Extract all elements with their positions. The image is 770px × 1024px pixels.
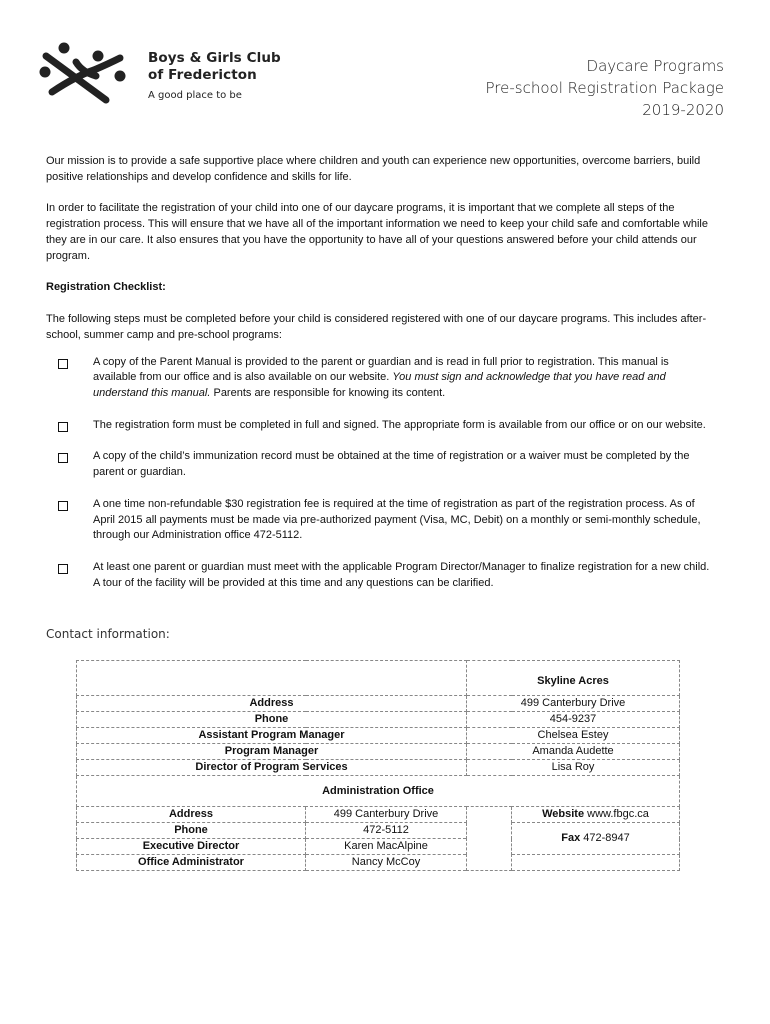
title-line3: 2019-2020 [642, 101, 724, 119]
row-label: Program Manager [77, 744, 467, 760]
website-value[interactable]: www.fbgc.ca [587, 808, 649, 820]
row-value: Nancy McCoy [306, 855, 467, 871]
fax-label: Fax [561, 832, 581, 844]
table-row [77, 661, 680, 696]
row-label: Assistant Program Manager [77, 728, 467, 744]
checklist-item-text: At least one parent or guardian must meet with the applicable Program Director/Manager to finalize registration for a new child. A tour of the facility will be provided at this time and any questions can be clarified. [93, 560, 710, 589]
item1-text-b: Parents are responsible for knowing its content. [210, 387, 446, 400]
table-row [77, 855, 680, 871]
blank-cell [467, 807, 512, 871]
logo-tagline: A good place to be [148, 90, 242, 101]
row-value: 472-5112 [306, 823, 467, 839]
row-label: Address [77, 807, 306, 823]
checklist-item-text [93, 355, 715, 402]
contact-heading: Contact information: [46, 627, 170, 641]
checklist-item [46, 560, 726, 592]
skyline-heading: Skyline Acres [467, 661, 680, 696]
row-value: Karen MacAlpine [306, 839, 467, 855]
row-label: Director of Program Services [77, 760, 467, 776]
logo-name-line1: Boys & Girls Club [148, 50, 281, 66]
table-row [77, 696, 680, 712]
fax-value: 472-8947 [583, 832, 630, 844]
blank-cell [77, 661, 467, 696]
website-cell [512, 807, 680, 823]
contact-table [76, 660, 680, 871]
row-value: Amanda Audette [467, 744, 680, 760]
purpose-paragraph: In order to facilitate the registration of your child into one of our daycare programs, it is important that we complete all steps of the registration process. This will ensure that we have all of the important information we need to keep your child safe and comfortable while they are in our care. It also ensures that you have the opportunity to have all of your questions answered before your child attends our program. [46, 202, 708, 262]
checkbox[interactable] [58, 564, 68, 574]
checklist-item-text: A one time non-refundable $30 registration fee is required at the time of registration as part of the registration process. As of April 2015 all payments must be made via pre-authorized payment (Visa, MC, Debit) on a monthly or semi-monthly schedule, through our Administration office 472-5112. [93, 497, 701, 542]
checkbox[interactable] [58, 422, 68, 432]
table-row [77, 776, 680, 807]
table-row [77, 728, 680, 744]
checklist-heading: Registration Checklist: [46, 281, 166, 294]
item1-text-a: A copy of the Parent Manual is provided to the parent or guardian and is read in full prior to registration. This manual is available from our office and is also available on our website. [93, 355, 669, 384]
row-label: Office Administrator [77, 855, 306, 871]
table-row [77, 760, 680, 776]
document-title [486, 55, 724, 121]
table-row [77, 744, 680, 760]
row-value: 499 Canterbury Drive [467, 696, 680, 712]
club-logo [36, 42, 128, 111]
row-label: Phone [77, 712, 467, 728]
checklist-item-text: The registration form must be completed in full and signed. The appropriate form is available from our office or on our website. [93, 418, 706, 431]
row-value: 454-9237 [467, 712, 680, 728]
row-label: Executive Director [77, 839, 306, 855]
fax-cell [512, 823, 680, 855]
admin-heading: Administration Office [77, 776, 680, 807]
checklist-lead: The following steps must be completed before your child is considered registered with one of our daycare programs. This includes after-school, summer camp and pre-school programs: [46, 312, 707, 341]
row-value: Lisa Roy [467, 760, 680, 776]
website-label: Website [542, 808, 585, 820]
table-row [77, 712, 680, 728]
checkbox[interactable] [58, 359, 68, 369]
item1-text-italic: You must sign and acknowledge that you have read and understand this manual. [93, 371, 666, 400]
title-line2: Pre-school Registration Package [485, 79, 724, 97]
title-line1: Daycare Programs [586, 57, 724, 75]
blank-cell [512, 855, 680, 871]
figures-logo-icon [36, 42, 128, 106]
checklist-item-text: A copy of the child’s immunization record must be obtained at the time of registration or a waiver must be completed by the parent or guardian. [93, 450, 690, 479]
logo-name-line2: of Fredericton [148, 67, 257, 83]
table-row [77, 807, 680, 823]
checklist-item [46, 449, 726, 481]
mission-paragraph: Our mission is to provide a safe supportive place where children and youth can experience new opportunities, overcome barriers, build positive relationships and develop confidence and skills for life. [46, 155, 701, 183]
row-value: 499 Canterbury Drive [306, 807, 467, 823]
checklist-item [46, 497, 726, 544]
document-body [46, 154, 726, 607]
table-row [77, 823, 680, 839]
row-label: Address [77, 696, 467, 712]
row-value: Chelsea Estey [467, 728, 680, 744]
checklist-item [46, 355, 726, 402]
logo-text [148, 50, 281, 101]
checkbox[interactable] [58, 453, 68, 463]
checkbox[interactable] [58, 501, 68, 511]
checklist-item [46, 418, 726, 434]
row-label: Phone [77, 823, 306, 839]
